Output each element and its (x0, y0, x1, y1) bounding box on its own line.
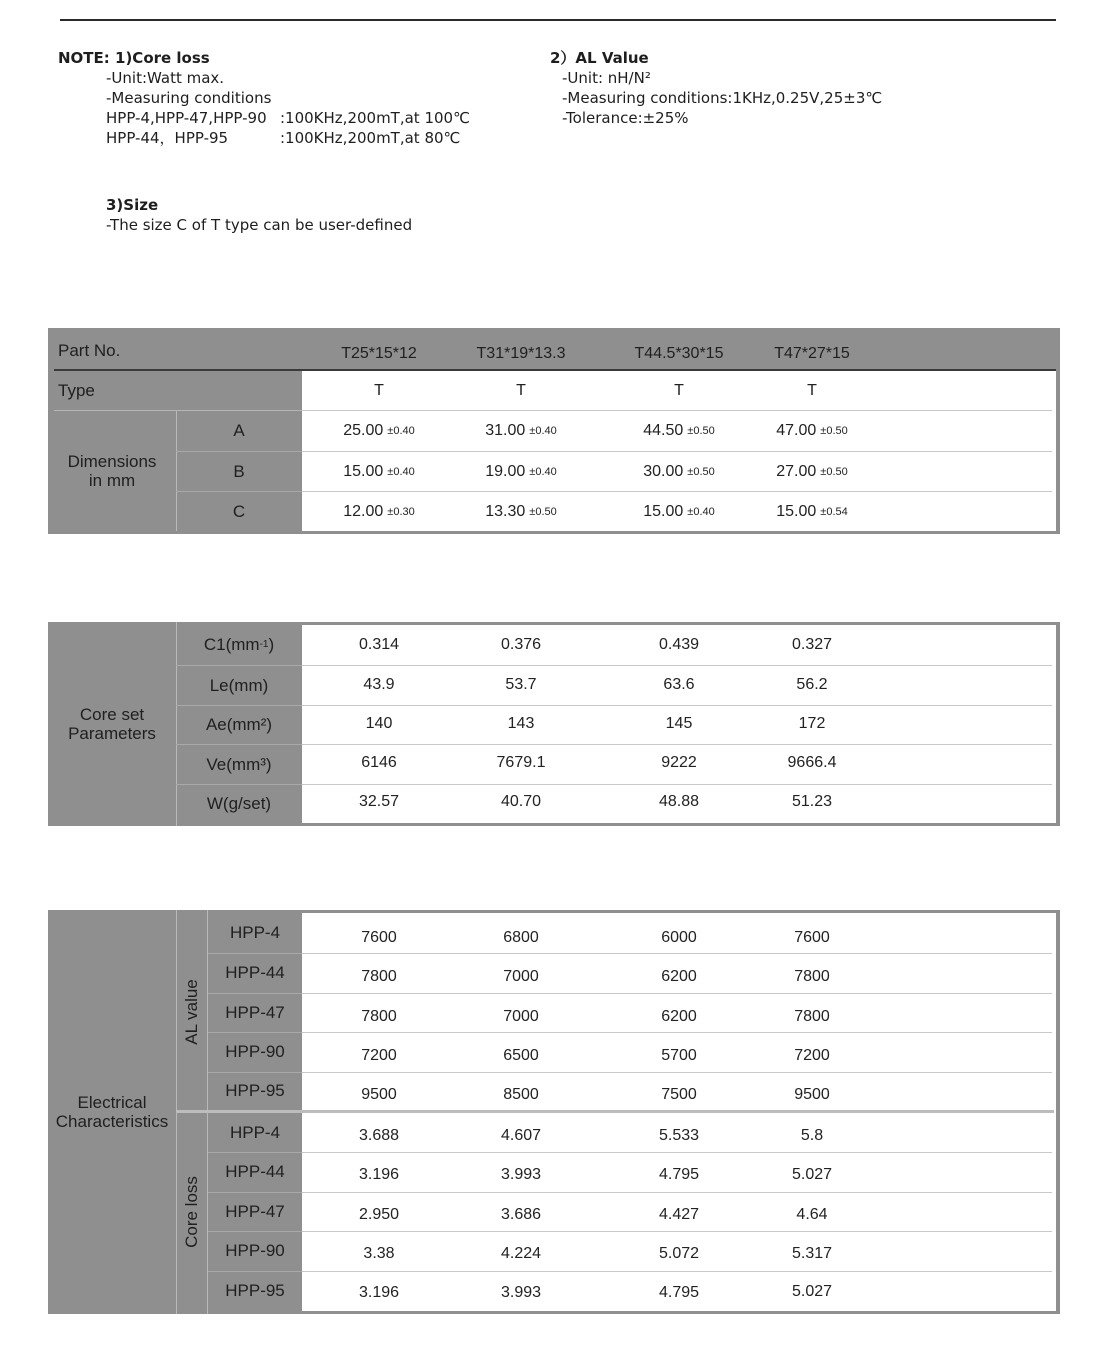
loss-value-cell: 5.027 (791, 1283, 833, 1300)
al-value-cell: 5700 (661, 1047, 697, 1064)
loss-value-cell: 3.196 (358, 1284, 400, 1301)
part-no-t44: T44.5*30*15 (634, 345, 724, 362)
size-title: 3)Size (106, 196, 159, 214)
param-value: 32.57 (358, 793, 400, 810)
dim-value: 47.00 ±0.50 (776, 422, 848, 439)
dim-row-a-label: A (233, 421, 245, 440)
loss-value-cell: 5.072 (658, 1245, 700, 1262)
param-value: 172 (798, 715, 826, 732)
al-value-cell: 7000 (503, 968, 539, 985)
param-value: 9222 (661, 754, 697, 771)
al-value-tolerance: -Tolerance:±25% (562, 109, 689, 127)
core-loss-unit: -Unit:Watt max. (106, 69, 225, 87)
loss-material-label: HPP-4 (229, 1122, 281, 1142)
al-value-cell: 7200 (361, 1047, 397, 1064)
dim-value: 13.30 ±0.50 (485, 502, 557, 520)
type-value: T (807, 382, 817, 399)
param-value: 6146 (361, 754, 397, 771)
al-value-cell: 7000 (503, 1008, 539, 1025)
type-value: T (374, 382, 384, 399)
electrical-group-label (48, 910, 176, 1314)
electrical-label-line2: Characteristics (55, 1112, 169, 1131)
param-value: 48.88 (658, 793, 700, 810)
dimensions-label-line2: in mm (88, 471, 136, 490)
dim-value: 15.00 ±0.40 (643, 502, 715, 520)
al-value-title: 2）AL Value (550, 49, 649, 67)
param-value: 0.376 (500, 636, 542, 653)
al-value-cell: 7200 (794, 1047, 830, 1064)
param-value: 43.9 (363, 676, 395, 693)
part-no-t25: T25*15*12 (341, 345, 417, 362)
dim-value: 12.00 ±0.30 (343, 502, 415, 520)
row-divider (176, 665, 302, 666)
al-value-measuring: -Measuring conditions:1KHz,0.25V,25±3℃ (562, 89, 883, 107)
core-loss-group (176, 1113, 207, 1311)
al-value-cell: 6200 (661, 968, 697, 985)
param-value: 140 (365, 715, 393, 732)
param-value: 145 (665, 715, 693, 732)
type-label: Type (58, 381, 95, 400)
param-label-w: W(g/set) (206, 794, 272, 813)
dim-value: 44.50 ±0.50 (643, 422, 715, 439)
loss-value-cell: 3.993 (500, 1284, 542, 1301)
type-value: T (516, 382, 526, 399)
core-loss-condition-row (58, 108, 470, 128)
part-no-label: Part No. (58, 341, 121, 360)
core-set-group-label (48, 622, 176, 826)
core-set-label-line2: Parameters (68, 724, 156, 743)
dim-value: 30.00 ±0.50 (643, 462, 715, 480)
loss-material-label: HPP-47 (225, 1201, 285, 1221)
al-value-cell: 6000 (661, 929, 697, 946)
loss-value-cell: 3.993 (500, 1166, 542, 1183)
param-label-c1: C1(mm -1 ) (203, 635, 275, 654)
loss-value-cell: 3.688 (358, 1126, 400, 1144)
dimensions-group-label (48, 411, 176, 531)
loss-value-cell: 5.8 (800, 1126, 824, 1144)
note-prefix: NOTE: (58, 49, 116, 67)
size-text: -The size C of T type can be user-defined (106, 216, 413, 234)
al-material-label: HPP-90 (225, 1042, 285, 1061)
loss-value-cell: 3.196 (358, 1166, 400, 1183)
row-divider (176, 784, 302, 785)
al-value-cell: 7600 (361, 929, 397, 946)
param-value: 0.439 (658, 636, 700, 653)
loss-value-cell: 5.533 (658, 1126, 700, 1144)
param-label-le: Le(mm) (209, 676, 269, 695)
core-loss-title: 1)Core loss (115, 49, 210, 67)
param-value: 63.6 (663, 676, 695, 693)
al-value-cell: 8500 (503, 1086, 539, 1103)
al-material-label: HPP-4 (229, 923, 281, 942)
param-value: 7679.1 (496, 754, 546, 771)
type-value: T (674, 382, 684, 399)
param-value: 9666.4 (787, 754, 837, 771)
loss-material-label: HPP-95 (225, 1281, 285, 1300)
loss-value-cell: 4.795 (658, 1166, 700, 1183)
al-value-group (176, 913, 207, 1110)
dimensions-table (48, 328, 1060, 534)
core-loss-measuring: -Measuring conditions (106, 89, 272, 107)
loss-value-cell: 3.686 (500, 1205, 542, 1223)
al-material-label: HPP-44 (225, 963, 285, 982)
condition-materials: HPP-4,HPP-47,HPP-90 (106, 109, 267, 127)
param-value: 56.2 (796, 676, 828, 693)
electrical-label-line1: Electrical (77, 1093, 147, 1112)
core-loss-condition-row (58, 128, 470, 148)
note-core-loss (58, 48, 470, 148)
dim-value: 27.00 ±0.50 (776, 462, 848, 480)
loss-value-cell: 4.795 (658, 1284, 700, 1301)
al-value-cell: 7600 (794, 929, 830, 946)
al-value-cell: 9500 (361, 1086, 397, 1103)
dimensions-label-line1: Dimensions (67, 452, 157, 471)
param-label-ve: Ve(mm³) (206, 755, 272, 774)
al-value-cell: 6800 (503, 929, 539, 946)
al-value-cell: 6500 (503, 1047, 539, 1064)
al-value-cell: 7800 (794, 968, 830, 985)
param-value: 40.70 (500, 793, 542, 810)
dim-row-b-label: B (233, 461, 245, 481)
row-divider (176, 705, 302, 706)
al-value-cell: 9500 (794, 1086, 830, 1103)
al-value-label: AL value (181, 978, 201, 1045)
condition-value: :100KHz,200mT,at 100℃ (280, 109, 470, 127)
loss-value-cell: 4.607 (500, 1126, 542, 1144)
loss-value-cell: 4.427 (658, 1205, 700, 1223)
param-value: 0.314 (358, 636, 400, 653)
param-value: 53.7 (505, 676, 537, 693)
core-set-table (48, 622, 1060, 826)
loss-value-cell: 5.317 (791, 1245, 833, 1262)
row-divider (176, 744, 302, 745)
part-no-t31: T31*19*13.3 (476, 345, 566, 362)
al-value-unit: -Unit: nH/N² (562, 69, 651, 87)
note-size (106, 195, 412, 235)
note-al-value (550, 48, 882, 128)
loss-value-cell: 3.38 (363, 1245, 395, 1262)
dim-value: 15.00 ±0.40 (343, 462, 415, 480)
loss-material-label: HPP-44 (225, 1162, 285, 1181)
core-set-label-line1: Core set (79, 705, 145, 724)
dim-value: 31.00 ±0.40 (485, 422, 557, 439)
al-value-cell: 7800 (794, 1008, 830, 1025)
al-material-label: HPP-95 (225, 1081, 285, 1100)
part-no-t47: T47*27*15 (774, 345, 850, 362)
top-rule (60, 19, 1056, 21)
core-loss-label: Core loss (181, 1176, 201, 1248)
param-value: 143 (507, 715, 535, 732)
dim-value: 15.00 ±0.54 (776, 502, 848, 520)
loss-value-cell: 4.64 (796, 1205, 828, 1223)
condition-value: :100KHz,200mT,at 80℃ (280, 129, 461, 147)
param-label-ae: Ae(mm²) (205, 715, 273, 734)
al-value-cell: 7800 (361, 1008, 397, 1025)
al-value-cell: 6200 (661, 1008, 697, 1025)
al-material-label: HPP-47 (225, 1003, 285, 1022)
condition-materials: HPP-44，HPP-95 (106, 129, 229, 147)
dim-row-c-label: C (232, 501, 246, 521)
dim-value: 19.00 ±0.40 (485, 462, 557, 480)
dim-value: 25.00 ±0.40 (343, 422, 415, 439)
param-value: 51.23 (791, 793, 833, 810)
loss-value-cell: 2.950 (358, 1205, 400, 1223)
loss-value-cell: 5.027 (791, 1166, 833, 1183)
param-value: 0.327 (791, 636, 833, 653)
al-value-cell: 7800 (361, 968, 397, 985)
electrical-table (48, 910, 1060, 1314)
al-value-cell: 7500 (661, 1086, 697, 1103)
loss-value-cell: 4.224 (500, 1245, 542, 1262)
loss-material-label: HPP-90 (225, 1241, 285, 1260)
